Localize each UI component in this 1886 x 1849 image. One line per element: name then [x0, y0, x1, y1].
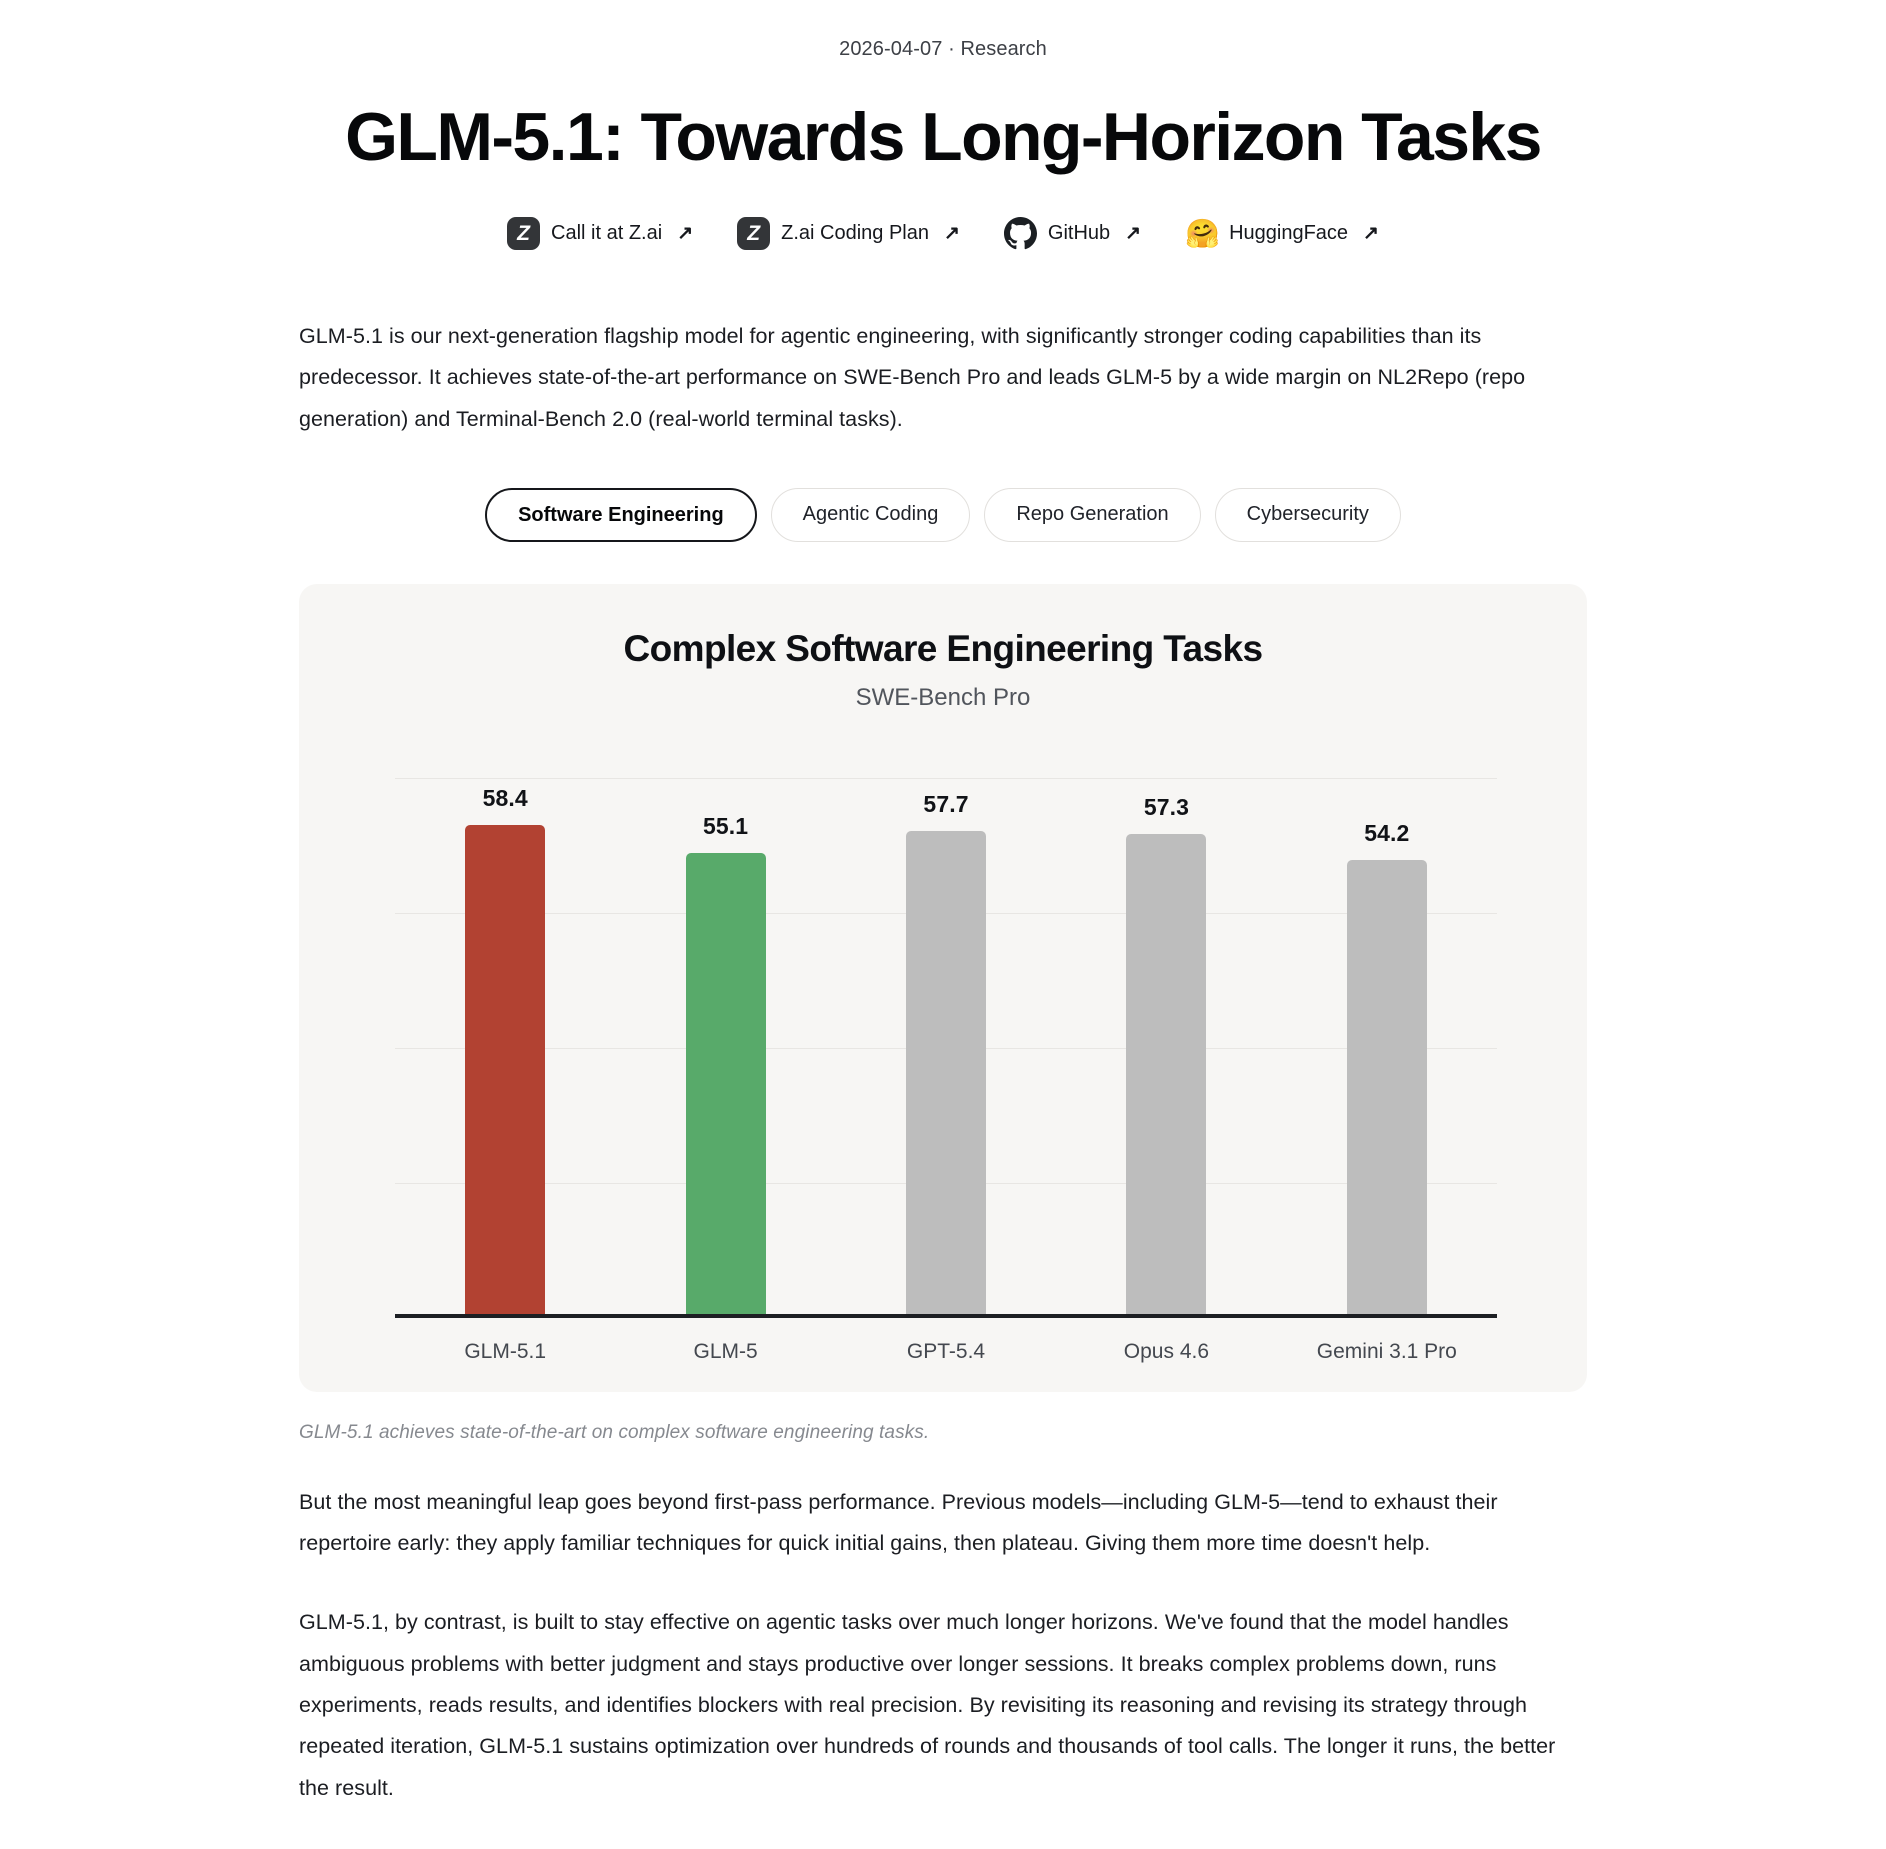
bar-value-label: 57.7 — [923, 790, 969, 817]
bar-group — [615, 778, 835, 1314]
link-huggingface[interactable] — [1185, 217, 1379, 250]
link-label: Call it at Z.ai — [551, 222, 663, 245]
bar-value-label: 55.1 — [703, 812, 749, 839]
article-eyebrow: 2026-04-07 · Research — [839, 38, 1047, 60]
bar-chart-plot-area — [395, 778, 1497, 1318]
link-zai-coding-plan[interactable] — [737, 217, 960, 250]
bar-group — [395, 778, 615, 1314]
external-arrow-icon: ↗ — [1363, 223, 1379, 245]
external-links-bar — [299, 217, 1587, 250]
bar — [1126, 834, 1206, 1314]
bar-value-label: 57.3 — [1143, 794, 1189, 821]
bar-group — [836, 778, 1056, 1314]
zai-logo-icon: Z — [507, 217, 540, 250]
bar — [1347, 860, 1427, 1314]
link-label: GitHub — [1047, 222, 1111, 245]
bar-group — [1277, 778, 1497, 1314]
bar-value-label: 58.4 — [482, 784, 528, 811]
tab-repo-generation[interactable]: Repo Generation — [984, 488, 1200, 542]
tab-cybersecurity[interactable]: Cybersecurity — [1215, 488, 1401, 542]
x-axis-label: GLM-5.1 — [464, 1339, 547, 1363]
x-axis-label: Opus 4.6 — [1123, 1339, 1210, 1363]
tab-agentic-coding[interactable]: Agentic Coding — [771, 488, 971, 542]
link-github[interactable] — [1004, 217, 1141, 250]
body-paragraph-2: GLM-5.1, by contrast, is built to stay effective on agentic tasks over much longer horizons. We've found that the model handles ambiguous problems with better judgment and stays productive over longer sessions. It breaks complex problems down, runs experiments, reads results, and identifies blockers with real precision. By revisiting its reasoning and revising its strategy through repeated iteration, GLM-5.1 sustains optimization over hundreds of rounds and thousands of tool calls. The longer it runs, the better the result. — [299, 1610, 1556, 1800]
bar — [906, 831, 986, 1314]
chart-title: Complex Software Engineering Tasks — [623, 627, 1263, 669]
external-arrow-icon: ↗ — [943, 223, 960, 245]
page-title: GLM-5.1: Towards Long-Horizon Tasks — [345, 99, 1541, 175]
chart-caption: GLM-5.1 achieves state-of-the-art on complex software engineering tasks. — [299, 1421, 930, 1443]
benchmark-chart-card — [299, 584, 1587, 1392]
x-axis-label: GPT-5.4 — [906, 1339, 986, 1363]
external-arrow-icon: ↗ — [677, 223, 694, 245]
benchmark-tab-bar — [299, 488, 1587, 542]
x-axis-line — [395, 1314, 1497, 1318]
body-paragraph-1: But the most meaningful leap goes beyond first-pass performance. Previous models—including GLM-5—tend to exhaust their repertoire early: they apply familiar techniques for quick initial gains, then plateau. Giving them more time doesn't help. — [299, 1489, 1498, 1556]
link-call-it-at-zai[interactable] — [507, 217, 693, 250]
zai-logo-icon: Z — [737, 217, 770, 250]
huggingface-icon: 🤗 — [1185, 218, 1220, 250]
chart-subtitle: SWE-Bench Pro — [855, 683, 1031, 711]
x-axis-labels — [395, 1340, 1497, 1364]
external-arrow-icon: ↗ — [1125, 223, 1142, 245]
bar — [686, 853, 766, 1314]
x-axis-label: Gemini 3.1 Pro — [1316, 1339, 1457, 1363]
link-label: Z.ai Coding Plan — [781, 222, 929, 245]
x-axis-label: GLM-5 — [693, 1339, 758, 1363]
tab-software-engineering[interactable]: Software Engineering — [485, 488, 757, 542]
github-icon — [1004, 217, 1037, 250]
bar — [465, 825, 545, 1314]
link-label: HuggingFace — [1229, 222, 1349, 245]
bar-group — [1056, 778, 1276, 1314]
bar-series — [395, 778, 1497, 1314]
bar-value-label: 54.2 — [1364, 820, 1410, 847]
intro-paragraph: GLM-5.1 is our next-generation flagship model for agentic engineering, with significantly stronger coding capabilities than its predecessor. It achieves state-of-the-art performance on SWE-Bench Pro and leads GLM-5 by a wide margin on NL2Repo (repo generation) and Terminal-Bench 2.0 (real-world terminal tasks). — [299, 324, 1526, 431]
